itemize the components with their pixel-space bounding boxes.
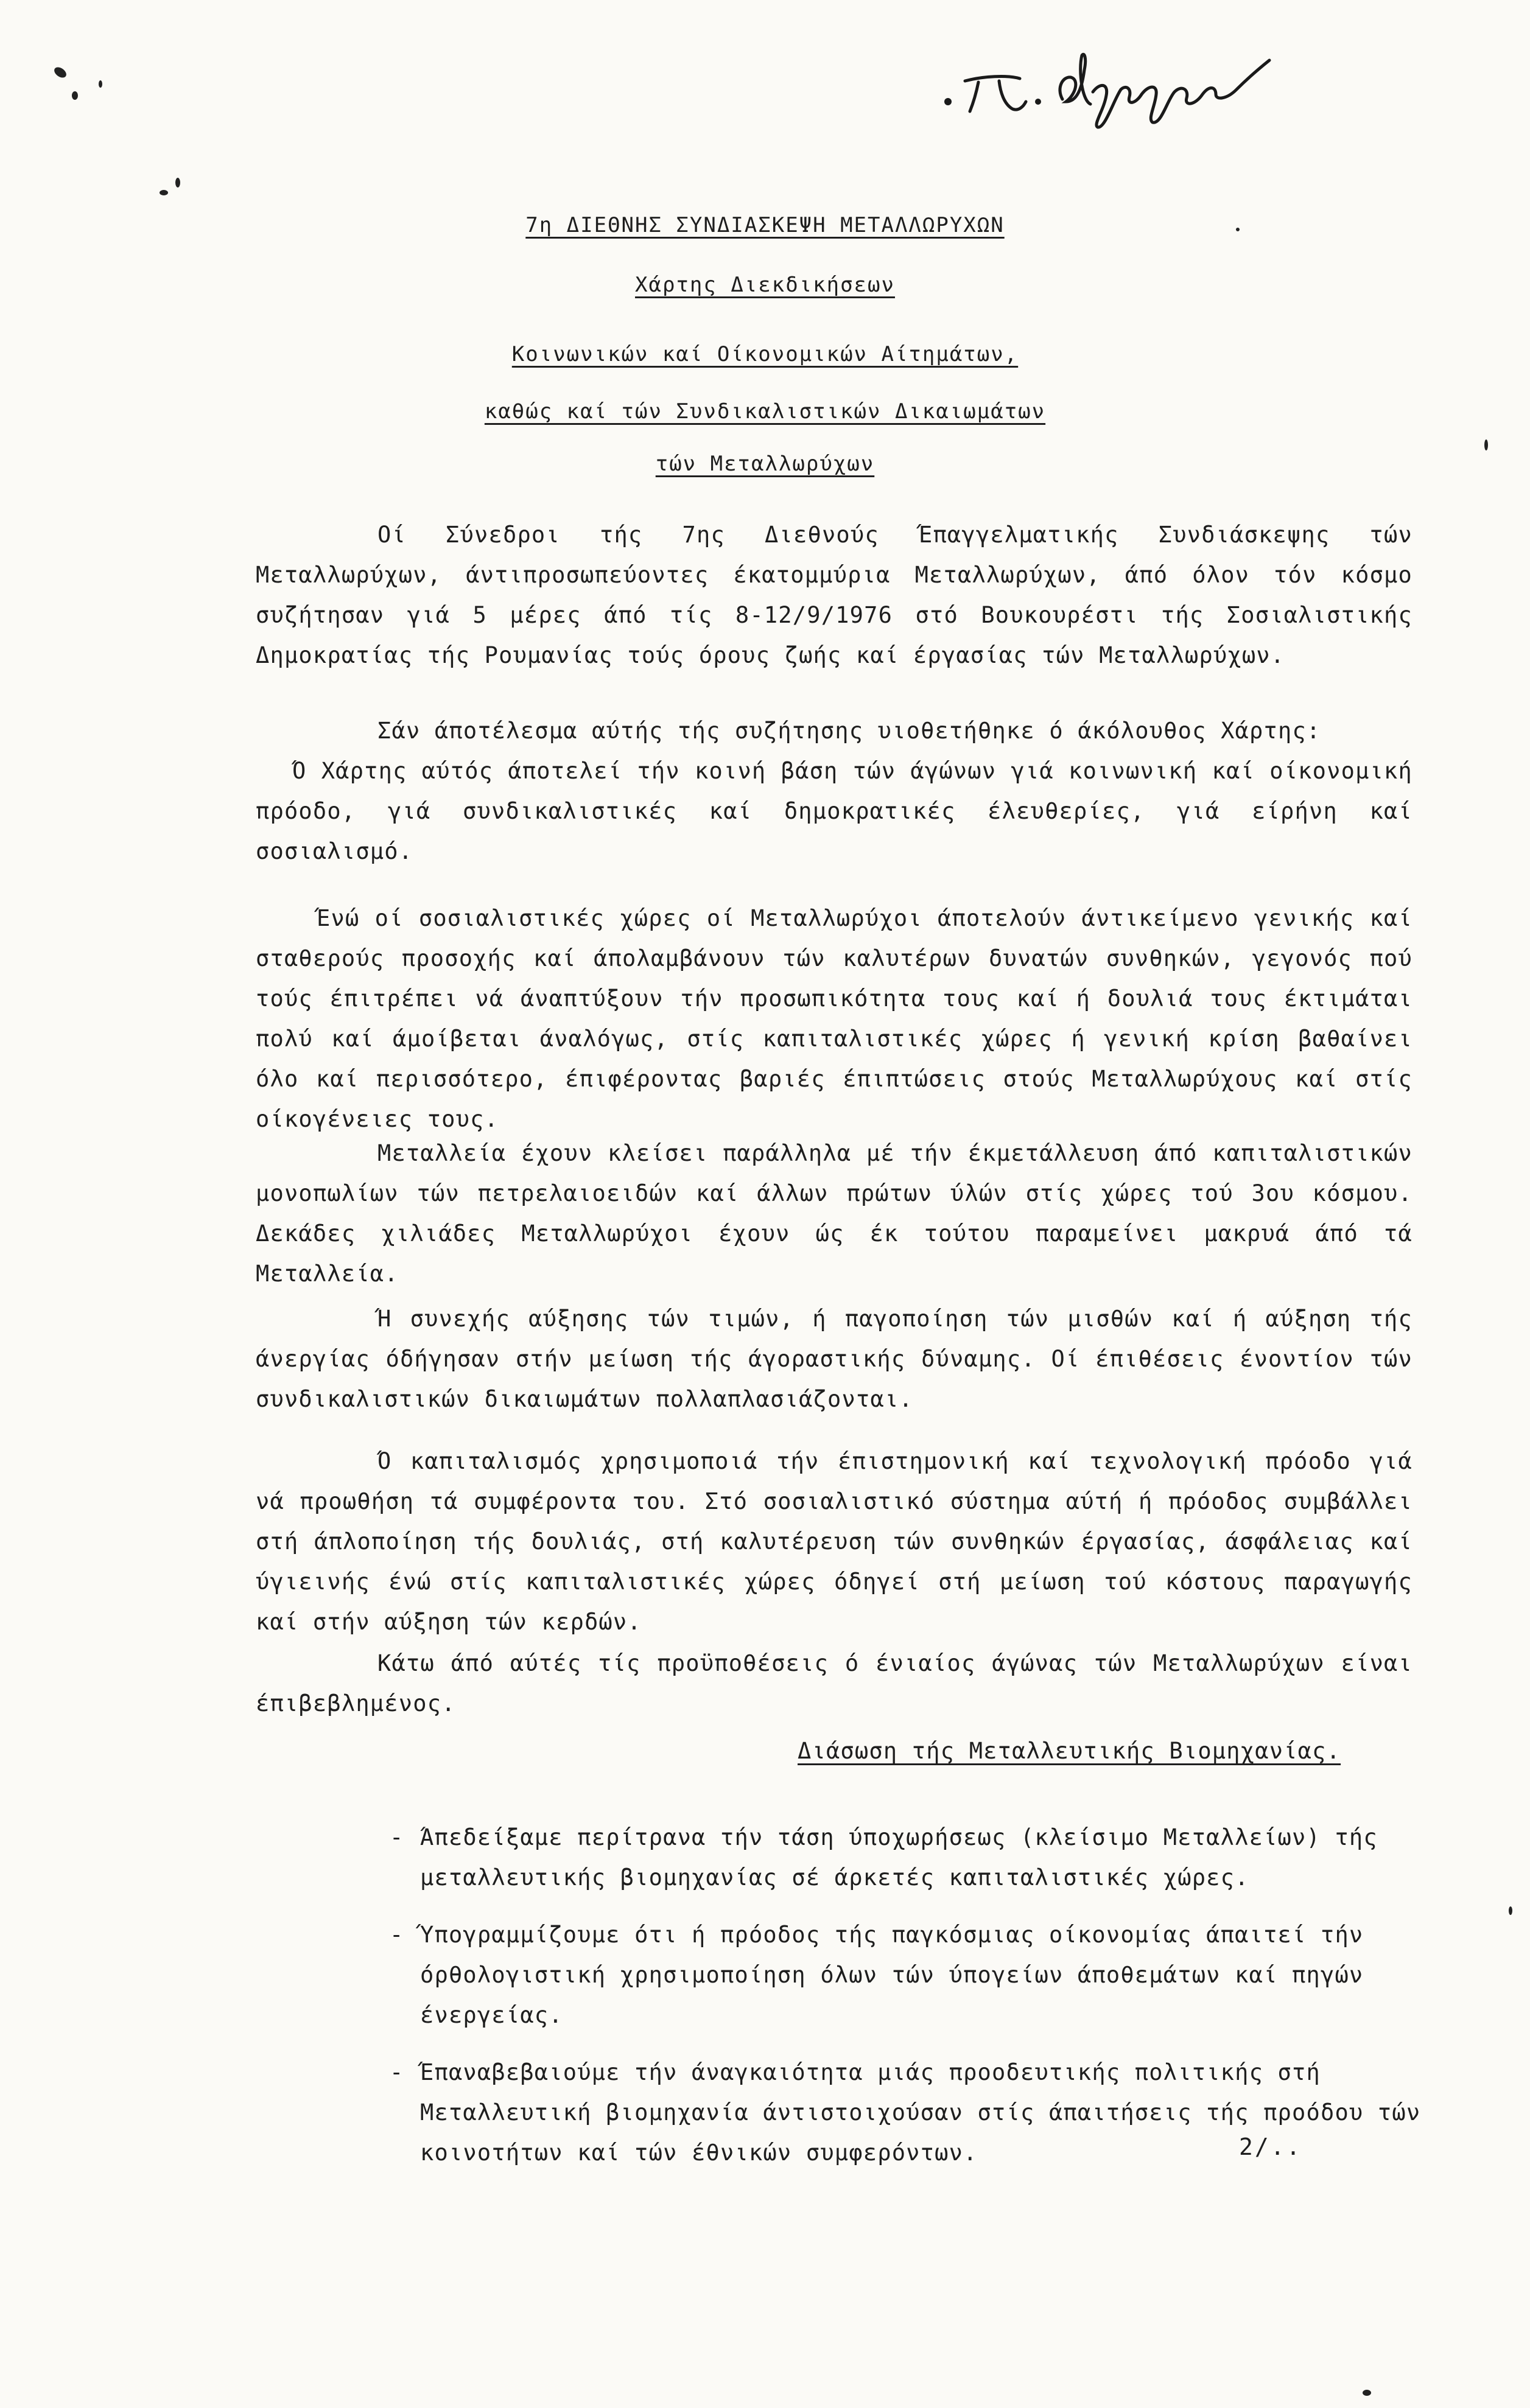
paragraph-text: Μεταλλεία έχουν κλείσει παράλληλα μέ τήν έκμετάλλευση άπό καπιταλιστικών μονοπωλίων τών πετρελαιοειδών καί άλλων πρώτων ύλών στίς χώρες τού 3ου κόσμου. Δεκάδες χιλιάδες Μεταλλωρύχοι έχουν ώς έκ τούτου παραμείνει μακρυά άπό τά Μεταλλεία.: [256, 1140, 1412, 1287]
subtitle-line-3: τών Μεταλλωρύχων: [655, 452, 875, 476]
paragraph-text: Ένώ οί σοσιαλιστικές χώρες οί Μεταλλωρύχοι άποτελούν άντικείμενο γενικής καί σταθερούς προσοχής καί άπολαμβάνουν τών καλυτέρων δυνατών συνθηκών, γεγονός πού τούς έπιτρέπει νά άναπτύξουν τήν προσωπικότητα τους καί ή δουλιά τους έκτιμάται πολύ καί άμοίβεται άναλόγως, στίς καπιταλιστικές χώρες ή γενική κρίση βαθαίνει όλο καί περισσότερο, έπιφέροντας βαριές έπιπτώσεις στούς Μεταλλωρύχους καί στίς οίκογένειες τους.: [256, 905, 1412, 1132]
scan-mark: [1363, 2390, 1371, 2396]
section-heading: Διάσωση τής Μεταλλευτικής Βιομηχανίας.: [798, 1738, 1341, 1764]
scan-mark: [99, 80, 102, 88]
conference-title: 7η ΔΙΕΘΝΗΣ ΣΥΝΔΙΑΣΚΕΨΗ ΜΕΤΑΛΛΩΡΥΧΩΝ: [525, 213, 1005, 237]
list-item-text: Έπαναβεβαιούμε τήν άναγκαιότητα μιάς προοδευτικής πολιτικής στή Μεταλλευτική βιομηχανία άντιστοιχούσαν στίς άπαιτήσεις τής προόδου τών κοινοτήτων καί τών έθνικών συμφερόντων.: [420, 2059, 1421, 2166]
paragraph-result: [256, 711, 1412, 872]
charter-title: Χάρτης Διεκδικήσεων: [635, 273, 895, 297]
list-item-text: Ύπογραμμίζουμε ότι ή πρόοδος τής παγκόσμιας οίκονομίας άπαιτεί τήν όρθολογιστική χρησιμοποίηση όλων τών ύπογείων άποθεμάτων καί πηγών ένεργείας.: [420, 1922, 1364, 2028]
scan-mark: [72, 91, 78, 100]
paragraph-socialist-countries: [256, 898, 1412, 1139]
paragraph-struggle: [256, 1643, 1412, 1724]
paragraph-capitalism: [256, 1441, 1412, 1642]
list-item: [390, 1818, 1437, 1898]
paragraph-mines-closed: [256, 1133, 1412, 1294]
bullet-marker: -: [390, 1824, 404, 1850]
bullet-marker: -: [390, 1922, 404, 1948]
paragraph-text: Οί Σύνεδροι τής 7ης Διεθνούς Έπαγγελματικής Συνδιάσκεψης τών Μεταλλωρύχων, άντιπροσωπεύοντες έκατομμύρια Μεταλλωρύχων, άπό όλον τόν κόσμο συζήτησαν γιά 5 μέρες άπό τίς 8-12/9/1976 στό Βουκουρέστι τής Σοσιαλιστικής Δημοκρατίας τής Ρουμανίας τούς όρους ζωής καί έργασίας τών Μεταλλωρύχων.: [256, 522, 1412, 668]
bullet-marker: -: [390, 2059, 404, 2085]
list-item: [390, 1915, 1437, 2035]
scan-mark: [160, 190, 168, 195]
scan-mark: [1484, 439, 1488, 450]
paragraph-intro: [256, 515, 1412, 676]
paragraph-text: Ό Χάρτης αύτός άποτελεί τήν κοινή βάση τών άγώνων γιά κοινωνική καί οίκονομική πρόοδο, γιά συνδικαλιστικές καί δημοκρατικές έλευθερίες, γιά είρήνη καί σοσιαλισμό.: [256, 758, 1412, 864]
paragraph-text: Ή συνεχής αύξησης τών τιμών, ή παγοποίηση τών μισθών καί ή αύξηση τής άνεργίας όδήγησαν στήν μείωση τής άγοραστικής δύναμης. Οί έπιθέσεις ένοντίον τών συνδικαλιστικών δικαιωμάτων πολλαπλασιάζονται.: [256, 1306, 1412, 1412]
paragraph-text: Σάν άποτέλεσμα αύτής τής συζήτησης υιοθετήθηκε ό άκόλουθος Χάρτης:: [377, 718, 1321, 744]
subtitle-line-1: Κοινωνικών καί Οίκονομικών Αίτημάτων,: [511, 342, 1019, 366]
paragraph-prices: [256, 1299, 1412, 1419]
page-number: 2/..: [1239, 2133, 1302, 2160]
scan-mark: [1509, 1906, 1512, 1915]
list-item-text: Άπεδείξαμε περίτρανα τήν τάση ύποχωρήσεως (κλείσιμο Μεταλλείων) τής μεταλλευτικής βιομηχανίας σέ άρκετές καπιταλιστικές χώρες.: [420, 1824, 1378, 1891]
handwritten-signature: [941, 33, 1282, 131]
paragraph-text: Ό καπιταλισμός χρησιμοποιά τήν έπιστημονική καί τεχνολογική πρόοδο γιά νά προωθήση τά συμφέροντα του. Στό σοσιαλιστικό σύστημα αύτή ή πρόοδος συμβάλλει στή άπλοποίηση τής δουλιάς, στή καλυτέρευση τών συνθηκών έργασίας, άσφάλειας καί ύγιεινής ένώ στίς καπιταλιστικές χώρες όδηγεί στή μείωση τού κόστους παραγωγής καί στήν αύξηση τών κερδών.: [256, 1448, 1412, 1635]
scan-mark: [175, 178, 180, 187]
subtitle-line-2: καθώς καί τών Συνδικαλιστικών Δικαιωμάτων: [484, 399, 1046, 424]
scan-mark: [52, 65, 68, 80]
paragraph-text: Κάτω άπό αύτές τίς προϋποθέσεις ό ένιαίος άγώνας τών Μεταλλωρύχων είναι έπιβεβλημένος.: [256, 1650, 1412, 1717]
